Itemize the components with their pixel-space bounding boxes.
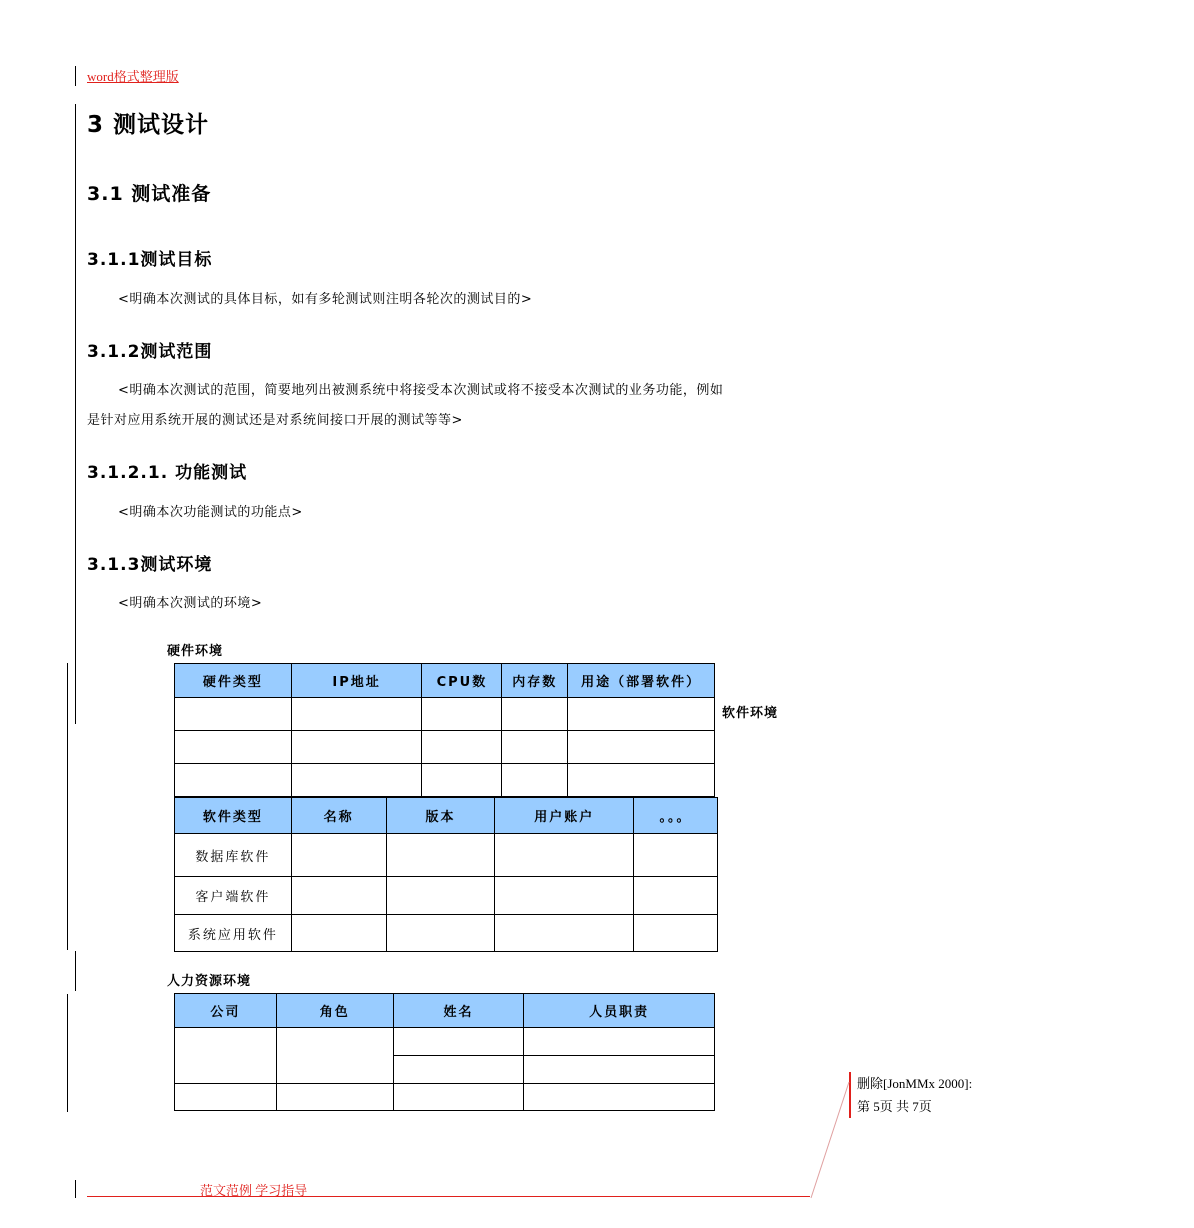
hardware-table <box>174 663 715 797</box>
hardware-label: 硬件环境 <box>167 644 224 659</box>
table-row <box>175 834 718 877</box>
hr-label: 人力资源环境 <box>167 974 252 989</box>
table-row <box>175 1084 715 1111</box>
heading-test-design: 3 测试设计 <box>87 112 210 138</box>
hardware-header-memory: 内存数 <box>502 664 568 698</box>
hr-header-role: 角色 <box>276 994 393 1028</box>
revision-comment[interactable] <box>849 1072 972 1118</box>
page-footer[interactable]: 范文范例 学习指导 <box>200 1183 308 1198</box>
hardware-header-ip: IP地址 <box>291 664 422 698</box>
heading-functional-test: 3.1.2.1. 功能测试 <box>87 463 248 483</box>
heading-test-scope: 3.1.2测试范围 <box>87 342 213 362</box>
software-row-label: 数据库软件 <box>175 834 292 877</box>
change-bar <box>75 104 76 724</box>
heading-test-target: 3.1.1测试目标 <box>87 250 213 270</box>
software-header-name: 名称 <box>291 798 386 834</box>
hardware-header-type: 硬件类型 <box>175 664 292 698</box>
table-row <box>175 1028 715 1056</box>
table-row <box>175 764 715 797</box>
software-label: 软件环境 <box>722 706 779 721</box>
software-table <box>174 797 718 952</box>
hr-header-name: 姓名 <box>393 994 524 1028</box>
revision-comment-text: 删除[JonMMx 2000]: <box>857 1076 973 1091</box>
software-row-label: 系统应用软件 <box>175 915 292 952</box>
software-row-label: 客户端软件 <box>175 877 292 915</box>
page-number: 第 5页 共 7页 <box>857 1099 932 1114</box>
change-bar <box>75 1180 76 1198</box>
software-header-type: 软件类型 <box>175 798 292 834</box>
hardware-header-purpose: 用途（部署软件） <box>568 664 715 698</box>
software-header-version: 版本 <box>386 798 495 834</box>
page-header[interactable]: word格式整理版 <box>87 69 179 84</box>
paragraph-test-scope-1: <明确本次测试的范围，简要地列出被测系统中将接受本次测试或将不接受本次测试的业务功能，例如 <box>118 383 724 398</box>
software-header-account: 用户账户 <box>495 798 634 834</box>
change-bar <box>67 994 68 1112</box>
footer-rule <box>87 1196 810 1197</box>
heading-test-env: 3.1.3测试环境 <box>87 555 213 575</box>
hardware-header-cpu: CPU数 <box>422 664 502 698</box>
change-bar <box>67 663 68 950</box>
hr-table <box>174 993 715 1111</box>
comment-connector-line <box>805 1080 855 1202</box>
paragraph-test-env: <明确本次测试的环境> <box>118 596 263 611</box>
table-row <box>175 915 718 952</box>
paragraph-test-target: <明确本次测试的具体目标，如有多轮测试则注明各轮次的测试目的> <box>118 292 533 307</box>
hr-header-company: 公司 <box>175 994 277 1028</box>
table-row <box>175 731 715 764</box>
change-bar <box>75 66 76 86</box>
paragraph-functional-test: <明确本次功能测试的功能点> <box>118 505 303 520</box>
table-row <box>175 698 715 731</box>
heading-test-prep: 3.1 测试准备 <box>87 183 212 205</box>
software-header-more: 。。。 <box>634 798 718 834</box>
paragraph-test-scope-2: 是针对应用系统开展的测试还是对系统间接口开展的测试等等> <box>87 413 463 428</box>
change-bar <box>75 951 76 991</box>
table-row <box>175 877 718 915</box>
hr-header-duty: 人员职责 <box>524 994 715 1028</box>
